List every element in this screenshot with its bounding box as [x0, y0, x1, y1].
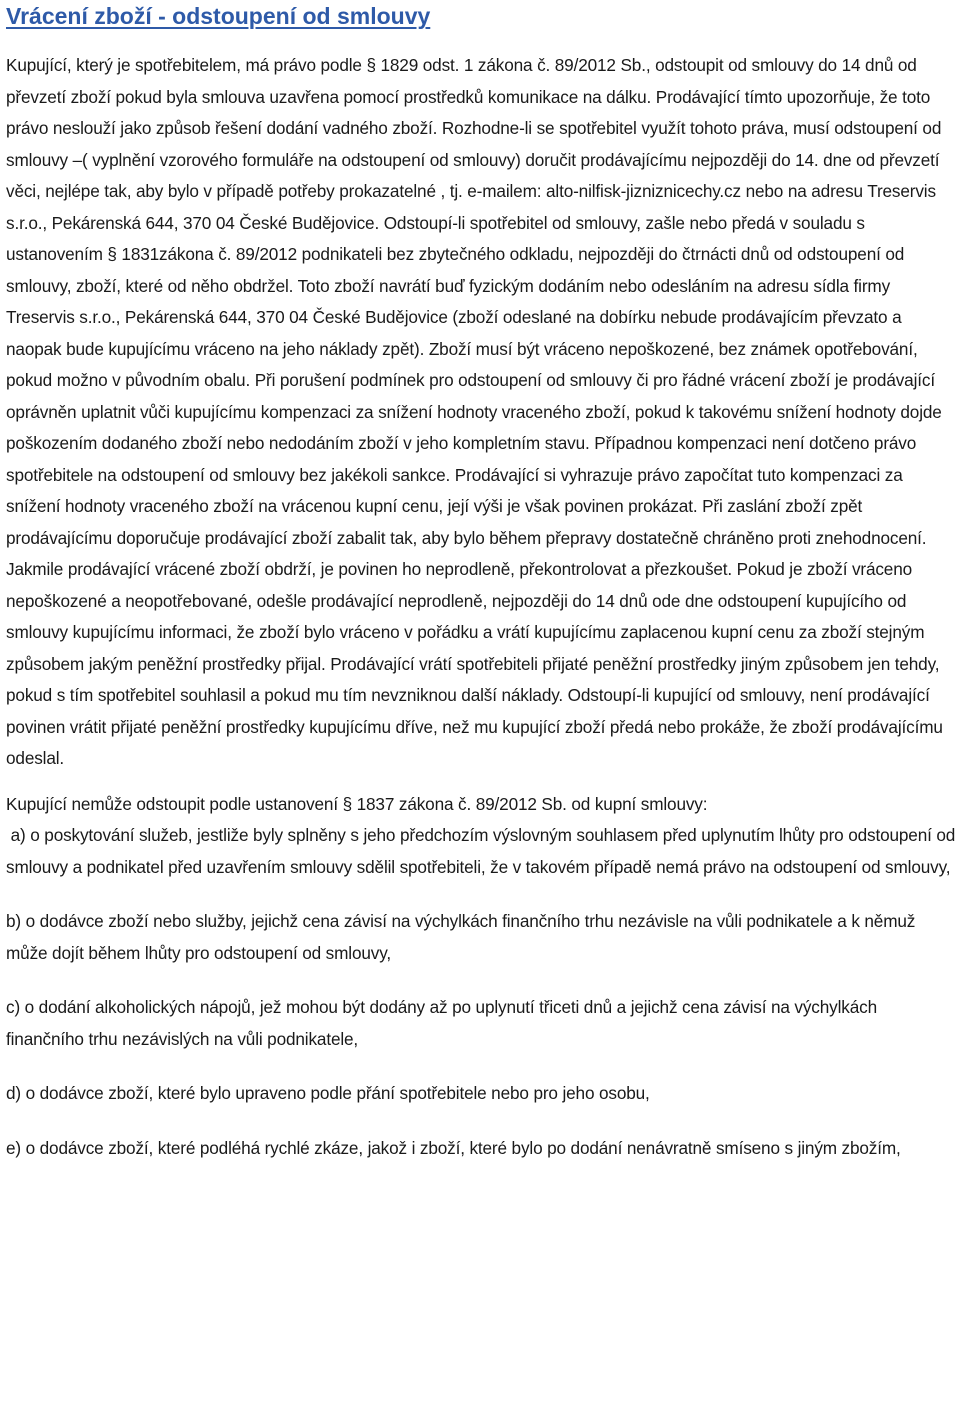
exception-item-e: e) o dodávce zboží, které podléhá rychlé zkáze, jakož i zboží, které bylo po dodání nenávratně smíseno s jiným zbožím,: [6, 1137, 901, 1158]
exceptions-list: [6, 820, 960, 1164]
exception-item-d: d) o dodávce zboží, které bylo upraveno podle přání spotřebitele nebo pro jeho osobu,: [6, 1083, 650, 1103]
page-title: Vrácení zboží - odstoupení od smlouvy: [6, 3, 431, 29]
exceptions-intro-paragraph: Kupující nemůže odstoupit podle ustanovení § 1837 zákona č. 89/2012 Sb. od kupní smlouvy:: [6, 793, 708, 814]
exception-item-a: a) o poskytování služeb, jestliže byly splněny s jeho předchozím výslovným souhlasem před uplynutím lhůty pro odstoupení od smlouvy a podnikatel před uzavřením smlouvy sdělil spotřebiteli, že v takovém případě nemá právo na odstoupení od smlouvy,: [6, 825, 960, 877]
exception-item-b: b) o dodávce zboží nebo služby, jejichž cena závisí na výchylkách finančního trhu nezávisle na vůli podnikatele a k němuž může dojít během lhůty pro odstoupení od smlouvy,: [6, 911, 916, 963]
exception-item-c: c) o dodání alkoholických nápojů, jež mohou být dodány až po uplynutí třiceti dnů a jejichž cena závisí na výchylkách finančního trhu nezávislých na vůli podnikatele,: [6, 997, 877, 1049]
document-page: [6, 0, 960, 1164]
withdrawal-terms-paragraph: Kupující, který je spotřebitelem, má právo podle § 1829 odst. 1 zákona č. 89/2012 Sb., odstoupit od smlouvy do 14 dnů od převzetí zboží pokud byla smlouva uzavřena pomocí prostředků komunikace na dálku. Prodávající tímto upozorňuje, že toto právo neslouží jako způsob řešení dodání vadného zboží. Rozhodne-li se spotřebitel využít tohoto práva, musí odstoupení od smlouvy –( vyplnění vzorového formuláře na odstoupení od smlouvy) doručit prodávajícímu nejpozději do 14. dne od převzetí věci, nejlépe tak, aby bylo v případě potřeby prokazatelné , tj. e-mailem: alto-nilfisk-jizniznicechy.cz nebo na adresu Treservis s.r.o., Pekárenská 644, 370 04 České Budějovice. Odstoupí-li spotřebitel od smlouvy, zašle nebo předá v souladu s ustanovením § 1831zákona č. 89/2012 podnikateli bez zbytečného odkladu, nejpozději do čtrnácti dnů od odstoupení od smlouvy, zboží, které od něho obdržel. Toto zboží navrátí buď fyzickým dodáním nebo odesláním na adresu sídla firmy Treservis s.r.o., Pekárenská 644, 370 04 České Budějovice (zboží odeslané na dobírku nebude prodávajícím převzato a naopak bude kupujícímu vráceno na jeho náklady zpět). Zboží musí být vráceno nepoškozené, bez známek opotřebování, pokud možno v původním obalu. Při porušení podmínek pro odstoupení od smlouvy či pro řádné vrácení zboží je prodávající oprávněn uplatnit vůči kupujícímu kompenzaci za snížení hodnoty vraceného zboží, pokud k takovému snížení hodnoty dojde poškozením dodaného zboží nebo nedodáním zboží v jeho kompletním stavu. Případnou kompenzaci není dotčeno právo spotřebitele na odstoupení od smlouvy bez jakékoli sankce. Prodávající si vyhrazuje právo započítat tuto kompenzaci za snížení hodnoty vraceného zboží na vrácenou kupní cenu, její výši je však povinen prokázat. Při zaslání zboží zpět prodávajícímu doporučuje prodávající zboží zabalit tak, aby bylo během přepravy dostatečně chráněno proti znehodnocení. Jakmile prodávající vrácené zboží obdrží, je povinen ho neprodleně, překontrolovat a přezkoušet. Pokud je zboží vráceno nepoškozené a neopotřebované, odešle prodávající neprodleně, nejpozději do 14 dnů ode dne odstoupení kupujícího od smlouvy kupujícímu informaci, že zboží bylo vráceno v pořádku a vrátí kupujícímu zaplacenou kupní cenu za zboží stejným způsobem jakým peněžní prostředky přijal. Prodávající vrátí spotřebiteli přijaté peněžní prostředky jiným způsobem jen tehdy, pokud s tím spotřebitel souhlasil a pokud mu tím nevzniknou další náklady. Odstoupí-li kupující od smlouvy, není prodávající povinen vrátit přijaté peněžní prostředky kupujícímu dříve, než mu kupující zboží předá nebo prokáže, že zboží prodávajícímu odeslal.: [6, 55, 943, 768]
